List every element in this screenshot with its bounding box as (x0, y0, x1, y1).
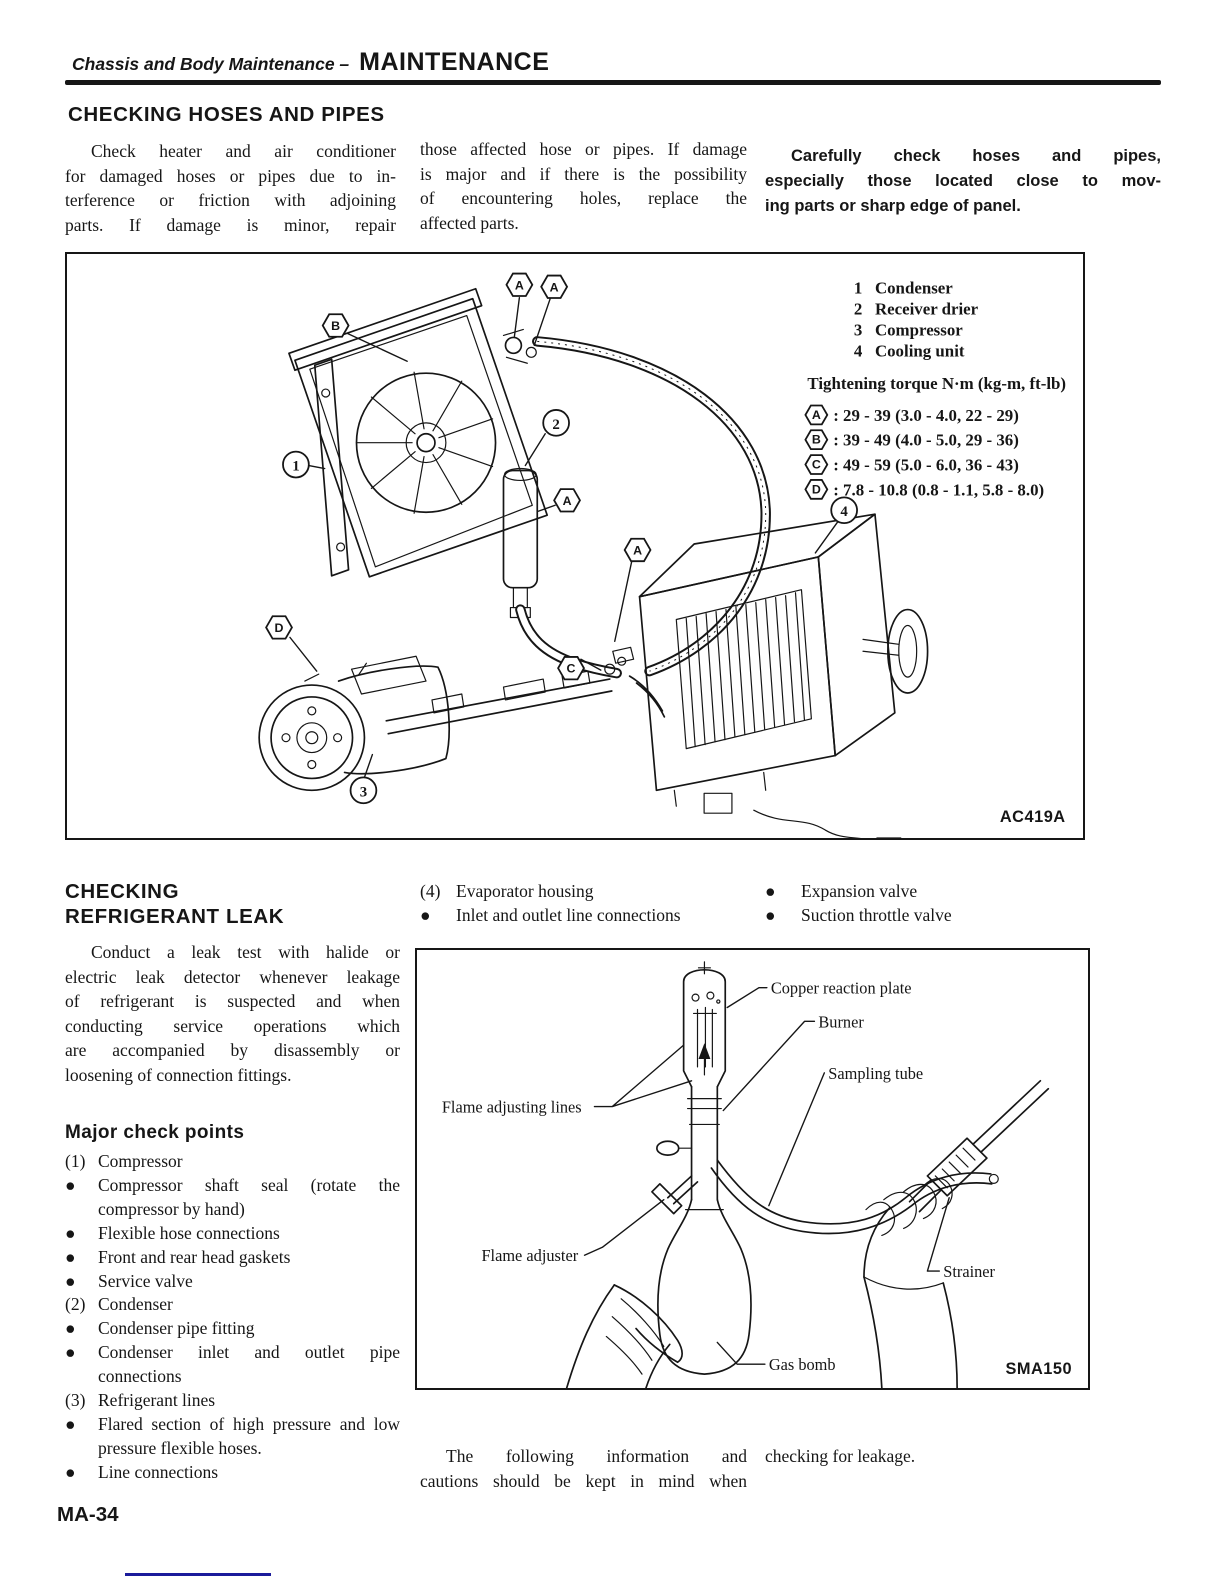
svg-text:B: B (811, 432, 821, 447)
list-text: Refrigerant lines (98, 1390, 216, 1411)
leader-4 (815, 521, 838, 553)
page-title: MAINTENANCE (359, 48, 550, 76)
svg-text:Compressor: Compressor (874, 320, 963, 340)
list-marker: ● (65, 1342, 76, 1363)
text-line: checking for leakage. (765, 1446, 916, 1466)
text-line: electric leak detector whenever leakage (65, 966, 400, 987)
list-marker: (1) (65, 1151, 86, 1171)
callout-a-hex (625, 539, 651, 561)
callout-d-hex (266, 616, 292, 638)
sampling-tube-drawing (711, 1160, 998, 1233)
callout-c-hex (558, 657, 584, 679)
cooling-unit-drawing (640, 514, 928, 838)
leader-strainer (927, 1198, 949, 1271)
text-line: for damaged hoses or pipes due to in- (65, 165, 396, 186)
list-item (65, 1270, 400, 1294)
figure1-torque-table (805, 374, 1066, 499)
leader-2 (525, 434, 545, 466)
compressor-drawing (259, 656, 449, 790)
list-text: Front and rear head gaskets (98, 1246, 291, 1267)
list-item (65, 1461, 400, 1485)
figure-leak-detector (415, 948, 1090, 1390)
leader-a4 (615, 562, 632, 641)
list-item (420, 880, 750, 904)
list-text: Suction throttle valve (801, 904, 952, 925)
leak-detector-diagram (417, 950, 1088, 1388)
svg-text:2: 2 (552, 416, 560, 433)
leader-gas (717, 1342, 765, 1364)
torch-drawing (652, 962, 725, 1214)
svg-text:3: 3 (853, 320, 863, 340)
list-marker: ● (765, 904, 776, 925)
list-text: Inlet and outlet line connections (456, 904, 681, 925)
leader-d (290, 637, 317, 671)
hoses-column-1 (65, 139, 396, 237)
text-line: Carefully check hoses and pipes, (791, 147, 1161, 165)
list-text: Compressor shaft seal (rotate the compressor by hand) (98, 1174, 400, 1219)
text-line: The following information and (446, 1446, 747, 1466)
footer-blue-line (125, 1573, 271, 1576)
section-heading-leak-1: CHECKING (65, 880, 180, 903)
list-text: Condenser pipe fitting (98, 1318, 255, 1339)
list-marker: ● (65, 1461, 76, 1482)
list-marker: ● (65, 1318, 76, 1339)
list-item (65, 1389, 400, 1413)
svg-text:Receiver drier: Receiver drier (874, 299, 979, 319)
svg-text:4: 4 (840, 504, 848, 521)
svg-text:A: A (633, 543, 643, 558)
figure2-code: SMA150 (1005, 1360, 1073, 1379)
list-item (765, 904, 1095, 928)
svg-text:A: A (549, 280, 559, 295)
list-item (765, 880, 1095, 904)
text-line: Check heater and air conditioner (91, 141, 396, 161)
svg-text:4: 4 (853, 341, 863, 361)
list-text: Service valve (98, 1270, 193, 1291)
svg-text:D: D (811, 482, 821, 497)
list-text: Condenser (98, 1294, 173, 1315)
list-marker: ● (65, 1413, 76, 1434)
list-marker: (3) (65, 1390, 86, 1411)
svg-text:1: 1 (853, 278, 863, 298)
svg-text:: 49 - 59 (5.0 - 6.0, 36 - 43): : 49 - 59 (5.0 - 6.0, 36 - 43) (833, 455, 1019, 475)
label-flame-adjusting-lines: Flame adjusting lines (441, 1097, 582, 1117)
page-header (72, 48, 549, 77)
svg-text:C: C (566, 661, 576, 676)
svg-text:A: A (514, 278, 524, 293)
leader-b (348, 333, 408, 361)
callout-b-hex (323, 314, 349, 336)
receiver-drier-drawing (503, 469, 537, 618)
text-line: of refrigerant is suspected and when (65, 991, 400, 1012)
text-line: Conduct a leak test with halide or (91, 942, 400, 962)
ac-system-diagram (67, 254, 1083, 838)
list-text: Flexible hose connections (98, 1222, 280, 1243)
list-text: Condenser inlet and outlet pipe connections (98, 1342, 400, 1387)
list-text: Flared section of high pressure and low pressure flexible hoses. (98, 1413, 400, 1458)
svg-text:D: D (274, 620, 284, 635)
page-number: MA-34 (57, 1503, 119, 1526)
list-marker: ● (65, 1174, 76, 1195)
text-line: ing parts or sharp edge of panel. (765, 197, 1021, 216)
closing-left (420, 1444, 747, 1493)
right-hand-drawing (864, 1178, 957, 1388)
callout-3 (351, 777, 377, 803)
svg-text:C: C (811, 457, 821, 472)
leak-column-2 (420, 880, 750, 928)
list-marker: ● (65, 1222, 76, 1243)
list-item (65, 1246, 400, 1270)
list-item (65, 1341, 400, 1389)
svg-text:3: 3 (359, 784, 368, 801)
svg-text:2: 2 (853, 299, 863, 319)
condenser-fittings (503, 329, 536, 363)
figure1-legend (854, 279, 979, 361)
list-text: Line connections (98, 1461, 219, 1482)
callout-4 (831, 497, 857, 523)
header-rule (65, 80, 1161, 85)
section-heading-leak-2: REFRIGERANT LEAK (65, 905, 285, 928)
text-line: especially those located close to mov- (765, 172, 1161, 191)
list-item (420, 904, 750, 928)
svg-text:A: A (811, 407, 821, 422)
svg-text:1: 1 (292, 458, 300, 475)
svg-text:Tightening torque N·m (kg-m, f: Tightening torque N·m (kg-m, ft-lb) (807, 374, 1067, 394)
label-flame-adjuster: Flame adjuster (481, 1246, 579, 1266)
text-line: of encountering holes, replace the (420, 188, 747, 209)
callout-2 (543, 410, 569, 436)
leak-column-3 (765, 880, 1095, 928)
checkpoints-list (65, 1150, 400, 1485)
svg-text:Cooling unit: Cooling unit (874, 341, 965, 361)
text-line: conducting service operations which (65, 1015, 400, 1036)
list-item (65, 1222, 400, 1246)
text-line: those affected hose or pipes. If damage (420, 139, 747, 159)
list-item (65, 1293, 400, 1317)
text-line: affected parts. (420, 212, 519, 233)
svg-text:: 39 - 49 (4.0 - 5.0, 29 - 36): : 39 - 49 (4.0 - 5.0, 29 - 36) (833, 430, 1019, 450)
text-line: are accompanied by disassembly or (65, 1040, 400, 1061)
leader-adjusting (594, 1045, 691, 1106)
svg-text:A: A (562, 493, 572, 508)
svg-text:B: B (331, 318, 341, 333)
left-hand-drawing (567, 1285, 682, 1388)
text-line: cautions should be kept in mind when (420, 1470, 747, 1491)
callout-a-hex (541, 276, 567, 298)
list-marker: (2) (65, 1294, 86, 1315)
gas-bomb-drawing (658, 1200, 751, 1374)
leader-a3 (538, 505, 555, 511)
list-item (65, 1174, 400, 1222)
list-item (65, 1413, 400, 1461)
breadcrumb: Chassis and Body Maintenance – (72, 54, 350, 74)
label-sampling-tube: Sampling tube (828, 1063, 924, 1083)
svg-text:: 7.8 - 10.8 (0.8 - 1.1, 5.8 -: : 7.8 - 10.8 (0.8 - 1.1, 5.8 - 8.0) (833, 480, 1045, 500)
svg-text:Condenser: Condenser (874, 278, 953, 298)
text-line: is major and if there is the possibility (420, 163, 747, 184)
list-text: Evaporator housing (456, 881, 594, 901)
hoses-column-2 (420, 137, 747, 235)
closing-right (765, 1444, 1095, 1469)
text-line: terference or friction with adjoining (65, 190, 396, 211)
callout-a-hex (554, 489, 580, 511)
figure-ac-system (65, 252, 1085, 840)
list-marker: ● (765, 881, 776, 901)
callout-1 (283, 452, 309, 478)
list-marker: (4) (420, 881, 441, 901)
checkpoints-heading: Major check points (65, 1122, 245, 1143)
list-marker: ● (420, 904, 431, 925)
leak-paragraph (65, 940, 400, 1088)
strainer-tube-drawing (910, 1081, 1049, 1212)
list-text: Expansion valve (801, 881, 918, 901)
leader-copper (727, 988, 767, 1008)
list-marker: ● (65, 1246, 76, 1267)
section-heading-hoses: CHECKING HOSES AND PIPES (68, 103, 385, 126)
callout-a-hex (506, 274, 532, 296)
list-text: Compressor (98, 1151, 183, 1171)
label-copper-reaction-plate: Copper reaction plate (770, 978, 912, 998)
list-item (65, 1150, 400, 1174)
leader-burner (723, 1021, 814, 1110)
text-line: parts. If damage is minor, repair (65, 214, 396, 235)
svg-text:: 29 - 39 (3.0 - 4.0, 22 - 29): : 29 - 39 (3.0 - 4.0, 22 - 29) (833, 405, 1019, 425)
leader-sampling (769, 1073, 824, 1206)
label-gas-bomb: Gas bomb (768, 1355, 836, 1375)
label-burner: Burner (818, 1012, 864, 1032)
text-line: loosening of connection fittings. (65, 1064, 292, 1085)
hoses-column-3-caution (765, 144, 1161, 220)
list-marker: ● (65, 1270, 76, 1291)
figure1-code: AC419A (999, 808, 1066, 827)
leader-adjuster (585, 1200, 664, 1255)
label-strainer: Strainer (943, 1262, 996, 1282)
list-item (65, 1317, 400, 1341)
